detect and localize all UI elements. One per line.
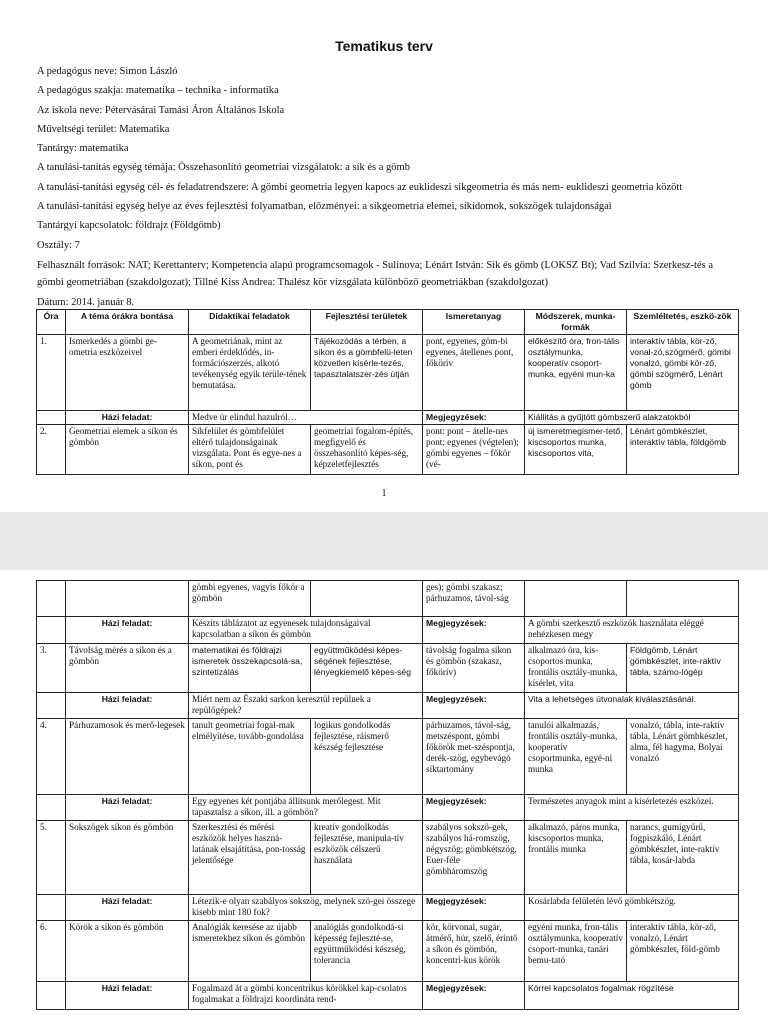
homework-row	[37, 693, 739, 719]
cell-development: Tájékozódás a térben, a síkon és a gömbfelü-leten közvetlen kísérle-tezés, tapasztalatszer-zés útján	[311, 335, 423, 411]
cell-tools: vonalzó, tábla, inte-raktív tábla, Lénárt gömbkészlet, alma, fél hagyma, Bolyai vonalzó	[627, 719, 739, 795]
cell-tools: interaktív tábla, kör-ző, vonal-zó,szögmérő, gömbi vonalzó, gömbi kör-ző, gömbi szögmérő, Lénárt gömb	[627, 335, 739, 411]
homework-label: Házi feladat:	[66, 795, 189, 821]
cell-didactic: gömbi egyenes, vagyis főkör a gömbön	[189, 581, 311, 617]
meta-subject-specialty: A pedagógus szakja: matematika – technika - informatika	[37, 85, 279, 97]
cell-methods: új ismeretmegismer-tető, kiscsoportos munka, kiscsoportos vita,	[525, 425, 627, 475]
homework-text: Egy egyenes két pontjába állítsunk merőlegest. Mit tapasztalsz a síkon, ill. a gömbön?	[189, 795, 423, 821]
homework-row	[37, 411, 739, 425]
cell-didactic: Síkfelület és gömbfelület eltérő tulajdonságainak vizsgálata. Pont és egye-nes a síkon, pont és	[189, 425, 311, 475]
meta-topic: A tanulási-tanítás egység témája: Összehasonlító geometriai vizsgálatok: a sík és a gömb	[37, 162, 410, 174]
table-row	[37, 821, 739, 895]
homework-row	[37, 795, 739, 821]
notes-label: Megjegyzések:	[423, 795, 525, 821]
meta-course: Tantárgy: matematika	[37, 143, 129, 155]
cell-num: 4.	[37, 719, 66, 795]
cell-development: logikus gondolkodás fejlesztése, ráismerő készség fejlesztése	[311, 719, 423, 795]
cell-methods: alkalmazó, páros munka, kiscsoportos munka, frontális munka	[525, 821, 627, 895]
cell-didactic: matematikai és földrajzi ismeretek összekapcsolá-sa, szintetizálás	[189, 644, 311, 693]
table-row	[37, 581, 739, 617]
header-cell: A téma órákra bontása	[66, 310, 189, 335]
document-page-2	[0, 570, 768, 1024]
notes-text: Kiállítás a gyűjtött gömbszerű alakzatokból	[525, 411, 739, 425]
table-row	[37, 719, 739, 795]
cell-topic: Körök a síkon és gömbön	[66, 921, 189, 982]
homework-row	[37, 617, 739, 644]
document-title: Tematikus terv	[335, 38, 433, 54]
cell-topic: Távolság mérés a síkon és a gömbön	[66, 644, 189, 693]
cell-methods: előkészítő óra, fron-tális osztálymunka, kooperatív csoport-munka, egyéni mun-ka	[525, 335, 627, 411]
notes-label: Megjegyzések:	[423, 982, 525, 1010]
table-row	[37, 335, 739, 411]
cell-tools: Lénárt gömbkészlet, interaktív tábla, földgömb	[627, 425, 739, 475]
homework-text: Medve úr elindul hazulról…	[189, 411, 423, 425]
page-number: 1	[381, 488, 387, 499]
cell-didactic: Szerkesztési és mérési eszközök helyes haszná-latának elsajátítása, pon-tosság jelentősége	[189, 821, 311, 895]
meta-place: A tanulási-tanítási egység helye az éves fejlesztési folyamatban, előzményei: a síkgeometria elemei, síkidomok, sokszögek tulajdonságai	[37, 201, 612, 213]
meta-field: Műveltségi terület: Matematika	[37, 123, 170, 135]
notes-label: Megjegyzések:	[423, 895, 525, 921]
notes-text: Kosárlabda felületén lévő gömbkétszög.	[525, 895, 739, 921]
homework-label: Házi feladat:	[66, 895, 189, 921]
cell-topic: Párhuzamosok és merő-legesek	[66, 719, 189, 795]
homework-text: Létezik-e olyan szabályos sokszög, melynek szö-gei összege kisebb mint 180 fok?	[189, 895, 423, 921]
homework-text: Fogalmazd át a gömbi koncentrikus körökkel kap-csolatos fogalmakat a földrajzi koordináta rend-	[189, 982, 423, 1010]
cell-methods: tanulói alkalmazás, frontális osztály-munka, kooperatív csoportmunka, egyé-ni munka	[525, 719, 627, 795]
cell-knowledge: szabályos sokszö-gek, szabályos há-romszög, négyszög; gömbkétszög, Euer-féle gömbháromszög	[423, 821, 525, 895]
cell-knowledge: pont, egyenes, göm-bi egyenes, átellenes pont, főkörív	[423, 335, 525, 411]
cell-topic: Geometriai elemek a síkon és gömbön	[66, 425, 189, 475]
plan-table-page-1	[36, 309, 739, 475]
meta-sources: Felhasznált források: NAT; Kerettanterv; Kompetencia alapú programcsomagok - Sulinova; Lénárt István: Sík és gömb (LOKSZ Bt); Vad Szilvia: Szerkesz-tés a gömbi geometriában (szakdolgozat); Tillné Kiss Andrea: Thalész kör vizsgálata különböző geometriákban (szakdolgozat)	[37, 259, 714, 288]
cell-num: 3.	[37, 644, 66, 693]
cell-knowledge: távolság fogalma síkon és gömbön (szakasz, főkörív)	[423, 644, 525, 693]
header-cell: Óra	[37, 310, 66, 335]
notes-text: Természetes anyagok mint a kísérletezés eszközei.	[525, 795, 739, 821]
header-cell: Szemléltetés, eszkö-zök	[627, 310, 739, 335]
header-cell: Módszerek, munka-formák	[525, 310, 627, 335]
cell-development: kreatív gondolkodás fejlesztése, manipula-tív eszközök célszerű használata	[311, 821, 423, 895]
cell-tools: interaktív tábla, kör-ző, vonalzó, Lénárt gömbkészlet, föld-gömb	[627, 921, 739, 982]
notes-label: Megjegyzések:	[423, 411, 525, 425]
cell-didactic: tanult geometriai fogal-mak elmélyítése, tovább-gondolása	[189, 719, 311, 795]
meta-school: Az iskola neve: Pétervásárai Tamási Áron Általános Iskola	[37, 104, 285, 116]
cell-didactic: A geometriának, mint az emberi érdeklődés, in-formációszerzés, alkotó tevékenység egyik terüle-tének bemutatása.	[189, 335, 311, 411]
table-row	[37, 425, 739, 475]
cell-knowledge: ges); gömbi szakasz; párhuzamos, távol-ság	[423, 581, 525, 617]
cell-knowledge: pont: pont – átelle-nes pont; egyenes (végtelen); gömbi egyenes – főkör (vé-	[423, 425, 525, 475]
cell-num: 5.	[37, 821, 66, 895]
cell-knowledge: párhuzamos, távol-ság, metszéspont, gömbi főkörök met-széspontja, derék-szög, egybevágó síktartomány	[423, 719, 525, 795]
homework-label: Házi feladat:	[66, 411, 189, 425]
cell-didactic: Analógiák keresése az újabb ismeretekhez síkon és gömbön	[189, 921, 311, 982]
meta-goals: A tanulási-tanítási egység cél- és feladatrendszere: A gömbi geometria legyen kapocs az euklideszi síkgeometria és más nem- euklideszi geometria között	[37, 181, 683, 193]
cell-num: 1.	[37, 335, 66, 411]
meta-date: Dátum: 2014. január 8.	[37, 296, 135, 308]
homework-text: Készíts táblázatot az egyenesek tulajdonságaival kapcsolatban a síkon és gömbön	[189, 617, 423, 644]
cell-development: geometriai fogalom-építés, megfigyelő és összehasonlító képes-ség, képzeletfejlesztés	[311, 425, 423, 475]
notes-text: Körrel kapcsolatos fogalmak rögzítése	[525, 982, 739, 1010]
homework-row	[37, 895, 739, 921]
table-header-row	[37, 310, 739, 335]
header-cell: Fejlesztési területek	[311, 310, 423, 335]
homework-row	[37, 982, 739, 1010]
cell-knowledge: kör, körvonal, sugár, átmérő, húr, szelő, érintő a síkon és gömbön, koncentri-kus körök	[423, 921, 525, 982]
homework-label: Házi feladat:	[66, 982, 189, 1010]
table-row	[37, 921, 739, 982]
cell-topic: Ismerkedés a gömbi ge-ometria eszközeivel	[66, 335, 189, 411]
header-cell: Ismeretanyag	[423, 310, 525, 335]
document-meta	[37, 62, 737, 312]
meta-connections: Tantárgyi kapcsolatok: földrajz (Földgömb)	[37, 220, 221, 232]
homework-label: Házi feladat:	[66, 617, 189, 644]
cell-tools: narancs, gumigyűrű, fogpiszkáló, Lénárt gömbkészlet, inte-raktív tábla, kosár-labda	[627, 821, 739, 895]
cell-num: 6.	[37, 921, 66, 982]
table-row	[37, 644, 739, 693]
cell-development: analógiás gondolkodá-si képesség fejleszté-se, együttműködési készség, tolerancia	[311, 921, 423, 982]
notes-label: Megjegyzések:	[423, 617, 525, 644]
cell-methods: egyéni munka, fron-tális osztálymunka, kooperatív csoport-munka, tanári bemu-tató	[525, 921, 627, 982]
plan-table-page-2	[36, 580, 739, 1010]
notes-label: Megjegyzések:	[423, 693, 525, 719]
notes-text: A gömbi szerkesztő eszközök használata eléggé nehézkesen megy	[525, 617, 739, 644]
cell-methods: alkalmazó óra, kis-csoportos munka, frontális osztály-munka, kísérlet, vita	[525, 644, 627, 693]
notes-text: Vita a lehetséges útvonalak kiválasztásánál.	[525, 693, 739, 719]
cell-topic: Sokszögek síkon és gömbön	[66, 821, 189, 895]
homework-text: Miért nem az Északi sarkon keresztül repülnek a repülőgépek?	[189, 693, 423, 719]
header-cell: Didaktikai feladatok	[189, 310, 311, 335]
homework-label: Házi feladat:	[66, 693, 189, 719]
cell-development: együttműködési képes-ségének fejlesztése, lényegkiemelő képes-ség	[311, 644, 423, 693]
cell-tools: Földgömb, Lénárt gömbkészlet, inte-raktív tábla, számo-lógép	[627, 644, 739, 693]
meta-class: Osztály: 7	[37, 239, 80, 251]
cell-num: 2.	[37, 425, 66, 475]
meta-teacher: A pedagógus neve: Simon László	[37, 66, 178, 77]
